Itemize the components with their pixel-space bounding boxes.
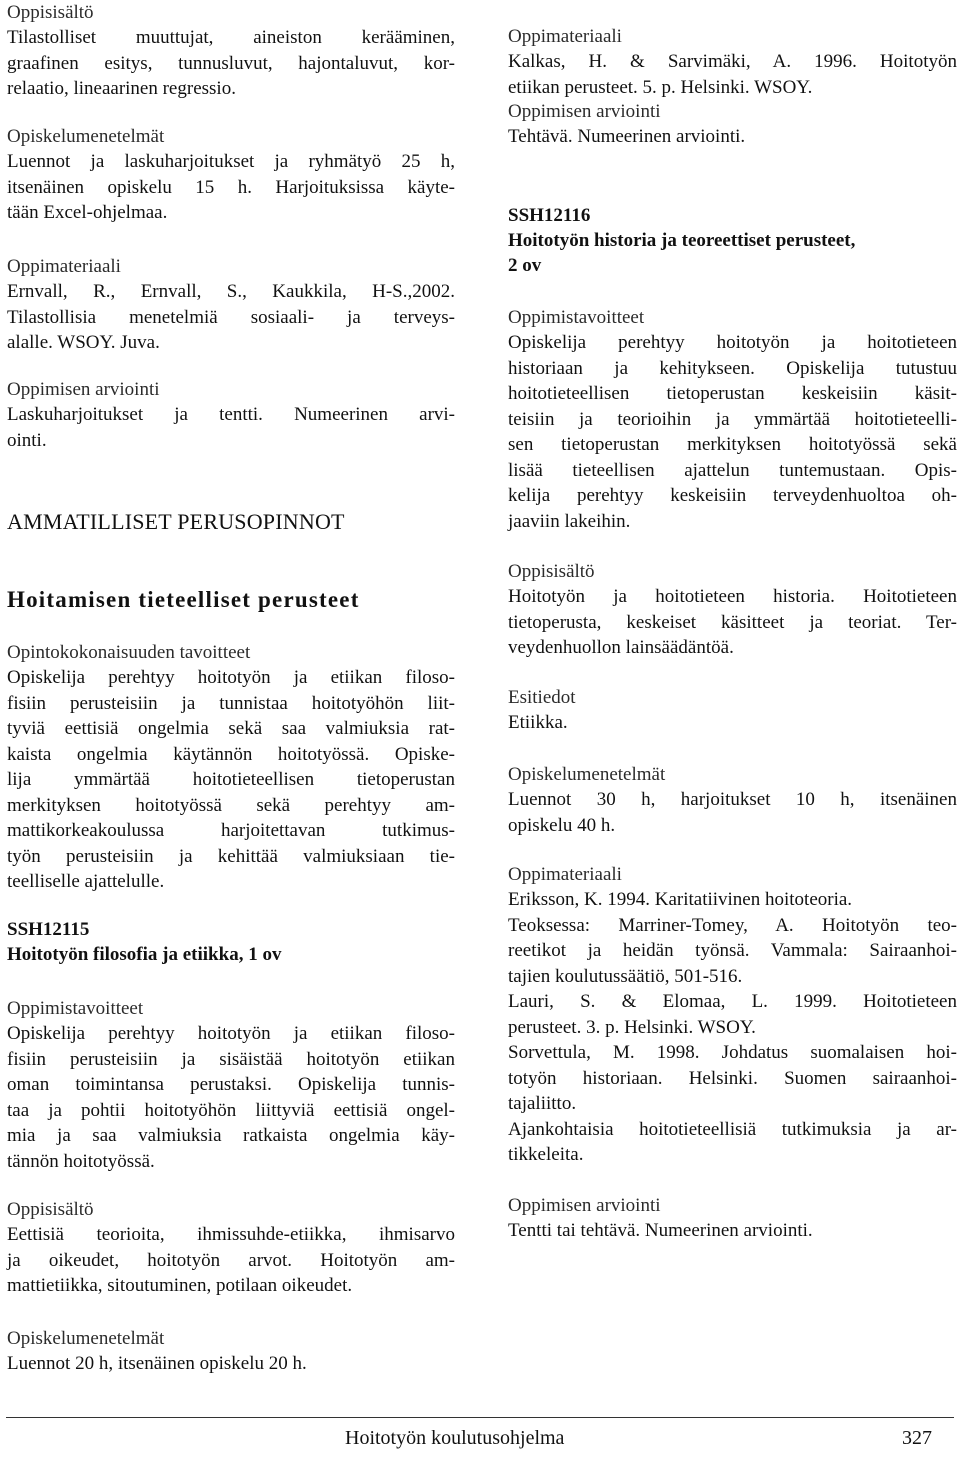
section-title: AMMATILLISET PERUSOPINNOT: [7, 509, 345, 534]
course-title-line: Hoitotyön historia ja teoreettiset perusteet,: [508, 230, 856, 251]
section-heading: Opiskelumenetelmät: [7, 1328, 165, 1349]
section-heading: Oppisisältö: [7, 1199, 94, 1220]
course-code: SSH12116: [508, 205, 591, 226]
body-line: sen tietoperustan merkityksen hoitotyössä sekä: [508, 434, 957, 455]
section-heading: Esitiedot: [508, 687, 576, 708]
body-line: merkityksen hoitotyössä sekä perehtyy am-: [7, 794, 455, 816]
body-line: tännön hoitotyössä.: [7, 1150, 155, 1172]
section-heading: Oppisisältö: [508, 561, 595, 582]
content-section: [508, 24, 957, 100]
page-number: 327: [902, 1427, 932, 1449]
body-line: historiaan ja kehitykseen. Opiskelija tutustuu: [508, 357, 957, 379]
course-title-line: 2 ov: [508, 255, 542, 276]
section-body: [508, 49, 957, 100]
body-line: mattikorkeakoulussa harjoitettavan tutkimus-: [7, 820, 455, 841]
body-line: Tilastolliset muuttujat, aineiston kerääminen,: [7, 27, 455, 48]
body-line: tyviä eettisiä ongelmia sekä saa valmiuksia rat-: [7, 718, 455, 739]
body-line: Hoitotyön ja hoitotieteen historia. Hoitotieteen: [508, 586, 957, 607]
body-line: alalle. WSOY. Juva.: [7, 332, 160, 353]
body-line: tään Excel-ohjelmaa.: [7, 202, 168, 223]
content-section: [508, 1193, 957, 1244]
body-line: teisiin ja teorioihin ja ymmärtää hoitotieteelli-: [508, 408, 957, 430]
content-section: [508, 685, 957, 736]
section-heading: Opintokokonaisuuden tavoitteet: [7, 642, 251, 663]
body-line: Ajankohtaisia hoitotieteellisiä tutkimuksia ja ar-: [508, 1118, 957, 1140]
section-body: [7, 402, 455, 453]
body-line: lija ymmärtää hoitotieteellisen tietoperustan: [7, 769, 455, 790]
body-line: tajien koulutussäätiö, 501-516.: [508, 965, 743, 987]
body-line: mia ja saa valmiuksia ratkaista ongelmia käy-: [7, 1125, 455, 1146]
body-line: jaaviin lakeihin.: [508, 510, 631, 532]
body-line: tajaliitto.: [508, 1093, 577, 1114]
body-line: fisiin perusteisiin ja sisäistää hoitotyön etiikan: [7, 1048, 455, 1070]
section-body: [508, 330, 957, 534]
content-section: [7, 0, 455, 102]
section-heading: Oppimisen arviointi: [508, 1195, 661, 1216]
body-line: Luennot 30 h, harjoitukset 10 h, itsenäinen: [508, 789, 957, 810]
body-line: Opiskelija perehtyy hoitotyön ja etiikan filoso-: [7, 1023, 455, 1044]
body-line: relaatio, lineaarinen regressio.: [7, 78, 236, 99]
content-section: [508, 762, 957, 838]
course-header: [508, 203, 957, 278]
body-line: totyön historiaan. Helsinki. Suomen sairaanhoi-: [508, 1067, 957, 1089]
body-line: reetikot ja heidän työnsä. Vammala: Sairaanhoi-: [508, 940, 957, 961]
content-section: [7, 254, 455, 356]
body-line: Tentti tai tehtävä. Numeerinen arviointi.: [508, 1220, 813, 1241]
body-line: oman toimintansa perustaksi. Opiskelija tunnis-: [7, 1074, 455, 1095]
body-line: lisää tieteellisen ajattelun tuntemustaan. Opis-: [508, 459, 957, 481]
course-title: Hoitotyön filosofia ja etiikka, 1 ov: [7, 944, 282, 965]
section-body: [7, 149, 455, 226]
section-heading: Opiskelumenetelmät: [7, 126, 165, 147]
body-line: Sorvettula, M. 1998. Johdatus suomalaisen hoi-: [508, 1042, 957, 1063]
section-body: [7, 1222, 455, 1299]
content-section: [7, 996, 455, 1174]
body-line: tikkeleita.: [508, 1144, 584, 1165]
footer-rule: [6, 1417, 954, 1418]
body-line: Ernvall, R., Ernvall, S., Kaukkila, H-S.,2002.: [7, 281, 455, 302]
body-line: ja oikeudet, hoitotyön arvot. Hoitotyön am-: [7, 1249, 455, 1271]
section-body: [508, 124, 957, 150]
section-heading: Opiskelumenetelmät: [508, 764, 666, 785]
body-line: hoitotieteellisen tietoperustan keskeisiin käsit-: [508, 383, 957, 404]
body-line: etiikan perusteet. 5. p. Helsinki. WSOY.: [508, 76, 813, 98]
body-line: kaista ongelmia käytännön hoitotyössä. Opiske-: [7, 743, 455, 765]
footer-title: Hoitotyön koulutusohjelma: [345, 1427, 565, 1449]
body-line: opiskelu 40 h.: [508, 814, 616, 836]
body-line: Lauri, S. & Elomaa, L. 1999. Hoitotieteen: [508, 991, 957, 1012]
body-line: perusteet. 3. p. Helsinki. WSOY.: [508, 1016, 756, 1038]
body-line: Teoksessa: Marriner-Tomey, A. Hoitotyön teo-: [508, 914, 957, 936]
body-line: Luennot 20 h, itsenäinen opiskelu 20 h.: [7, 1353, 307, 1374]
body-line: työn perusteisiin ja kehittää valmiuksiaan tie-: [7, 845, 455, 867]
body-line: taa ja pohtii hoitotyöhön liittyviä eettisiä ongel-: [7, 1099, 455, 1121]
content-section: [7, 1326, 455, 1377]
section-body: [7, 279, 455, 356]
body-line: Tilastollisia menetelmiä sosiaali- ja terveys-: [7, 306, 455, 328]
section-heading: Oppimateriaali: [7, 256, 121, 277]
body-line: Laskuharjoitukset ja tentti. Numeerinen arvi-: [7, 404, 455, 425]
section-body: [508, 710, 957, 736]
body-line: kelija perehtyy keskeisiin terveydenhuoltoa oh-: [508, 485, 957, 506]
body-line: tietoperusta, keskeiset käsitteet ja teoriat. Ter-: [508, 611, 957, 633]
section-heading: Oppisisältö: [7, 2, 94, 23]
body-line: Opiskelija perehtyy hoitotyön ja hoitotieteen: [508, 332, 957, 353]
body-line: Eettisiä teorioita, ihmissuhde-etiikka, ihmisarvo: [7, 1224, 455, 1245]
body-line: veydenhuollon lainsäädäntöä.: [508, 637, 734, 658]
body-line: Luennot ja laskuharjoitukset ja ryhmätyö 25 h,: [7, 151, 455, 172]
content-section: [508, 99, 957, 150]
section-heading: Oppimateriaali: [508, 864, 622, 885]
body-line: Eriksson, K. 1994. Karitatiivinen hoitoteoria.: [508, 889, 853, 910]
section-body: [508, 1218, 957, 1244]
body-line: Etiikka.: [508, 712, 568, 733]
subsection-title: Hoitamisen tieteelliset perusteet: [7, 587, 360, 612]
section-heading: Oppimistavoitteet: [508, 307, 645, 328]
section-body: [508, 787, 957, 838]
section-body: [508, 887, 957, 1168]
body-line: graafinen esitys, tunnusluvut, hajontaluvut, kor-: [7, 52, 455, 74]
section-body: [7, 1021, 455, 1174]
body-line: ointi.: [7, 429, 47, 451]
section-body: [7, 1351, 455, 1377]
section-heading: Oppimateriaali: [508, 26, 622, 47]
content-section: [7, 1197, 455, 1299]
body-line: Opiskelija perehtyy hoitotyön ja etiikan filoso-: [7, 667, 455, 688]
content-section: [7, 640, 455, 895]
body-line: teelliselle ajattelulle.: [7, 871, 165, 892]
section-body: [508, 584, 957, 661]
content-section: [7, 124, 455, 226]
body-line: mattietiikka, sitoutuminen, potilaan oikeudet.: [7, 1275, 353, 1296]
course-header: [7, 917, 455, 967]
content-section: [508, 862, 957, 1168]
section-body: [7, 665, 455, 895]
content-section: [508, 305, 957, 534]
course-code: SSH12115: [7, 919, 90, 940]
section-body: [7, 25, 455, 102]
body-line: Kalkas, H. & Sarvimäki, A. 1996. Hoitotyön: [508, 51, 957, 72]
body-line: fisiin perusteisiin ja tunnistaa hoitotyöhön liit-: [7, 692, 455, 714]
content-section: [7, 377, 455, 453]
section-heading: Oppimistavoitteet: [7, 998, 144, 1019]
section-heading: Oppimisen arviointi: [7, 379, 160, 400]
body-line: itsenäinen opiskelu 15 h. Harjoituksissa käyte-: [7, 176, 455, 198]
content-section: [508, 559, 957, 661]
section-heading: Oppimisen arviointi: [508, 101, 661, 122]
body-line: Tehtävä. Numeerinen arviointi.: [508, 126, 746, 147]
